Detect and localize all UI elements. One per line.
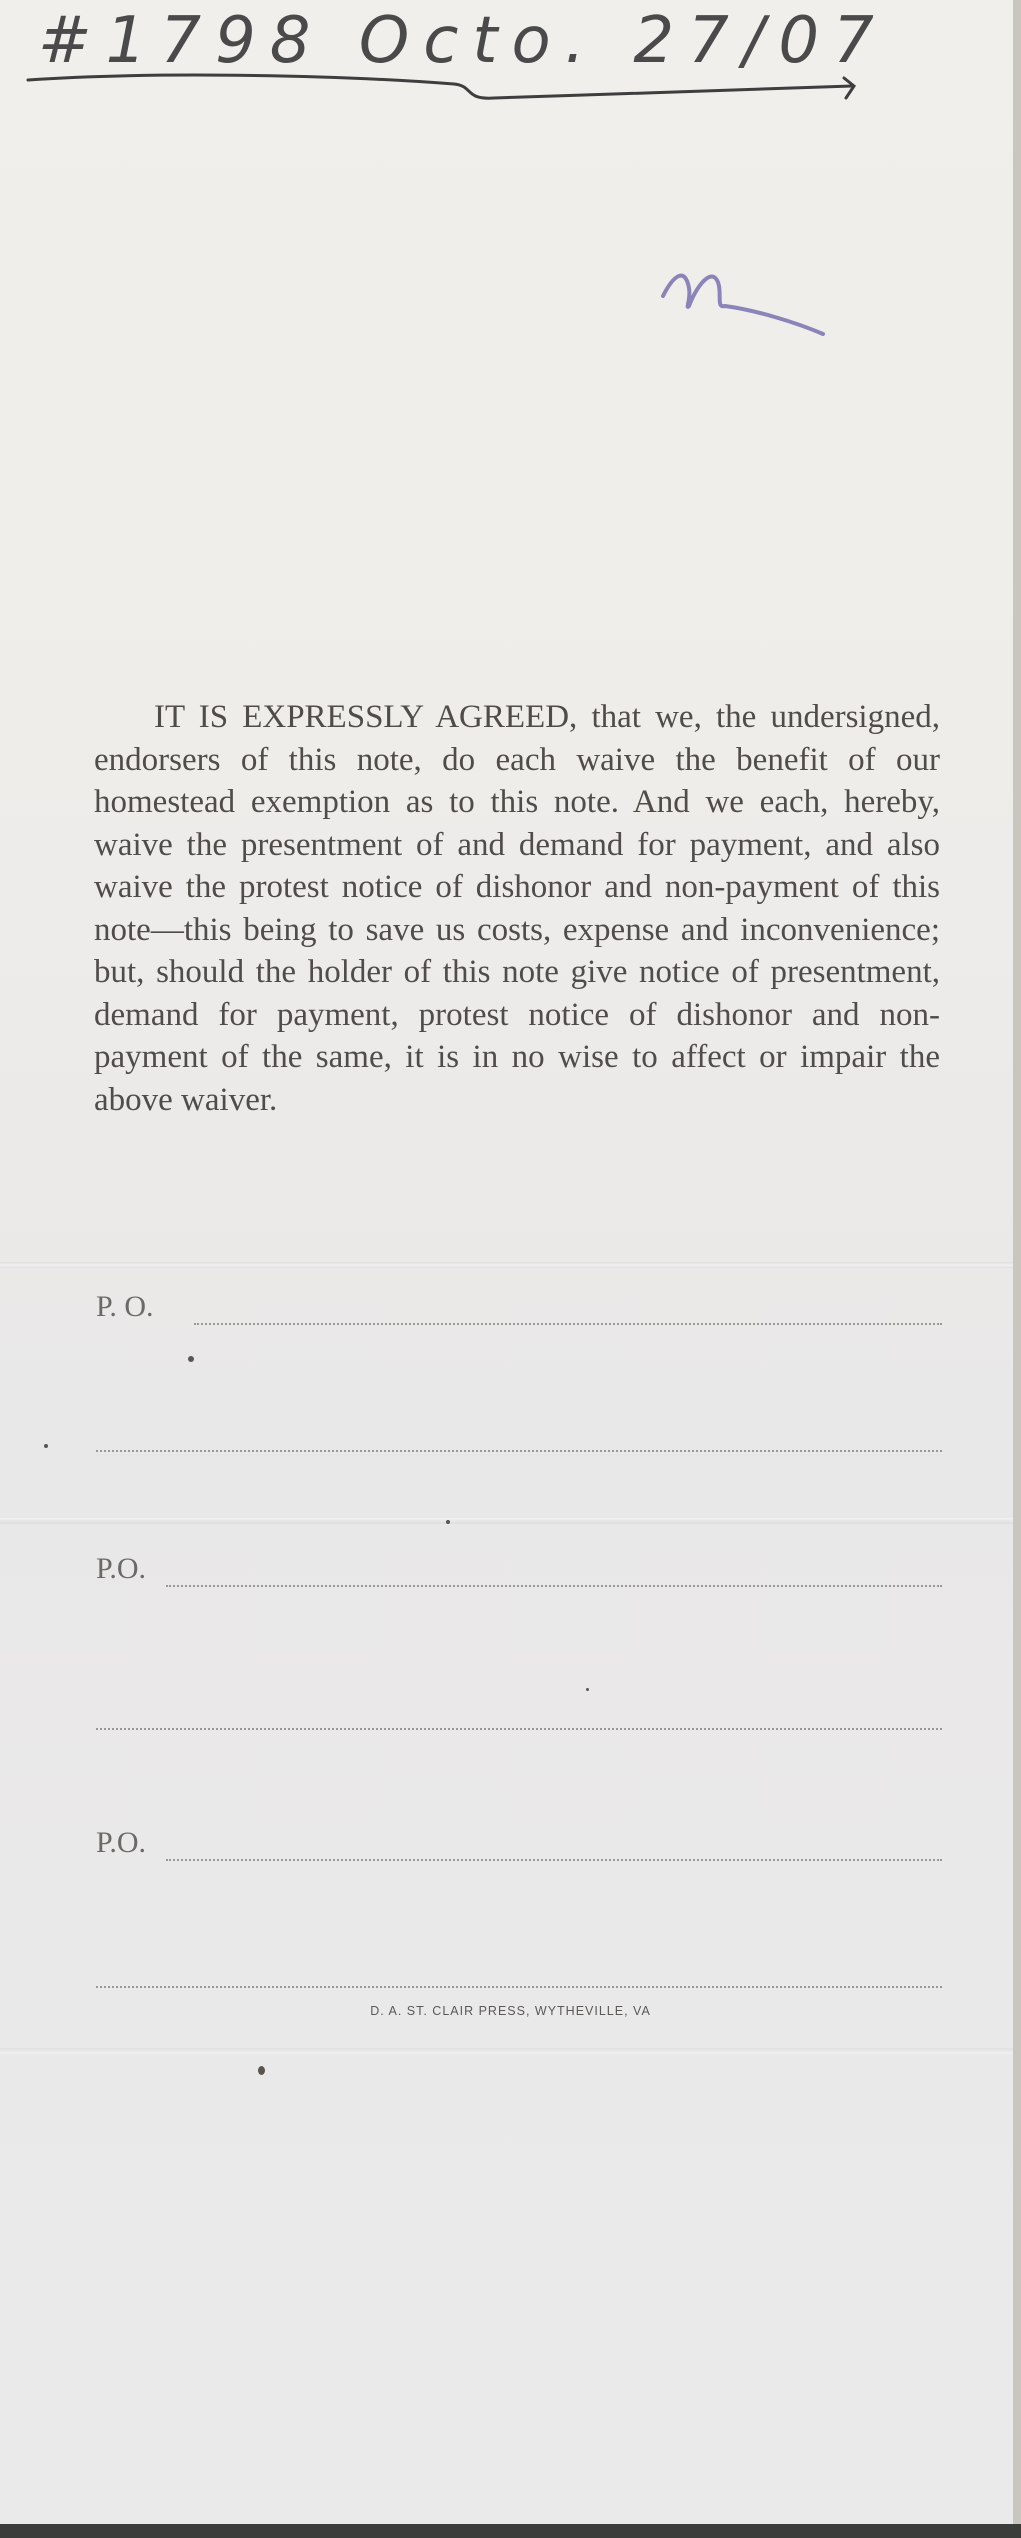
po-label: P. O. (96, 1290, 154, 1323)
handwritten-mark (655, 236, 835, 346)
signature-dotted-line (96, 1986, 942, 1988)
fold-crease (0, 2048, 1021, 2054)
po-label: P.O. (96, 1552, 147, 1585)
handwritten-header: #1798 Octo. 27/07 (38, 4, 888, 78)
po-dotted-line (166, 1585, 942, 1587)
printer-credit: D. A. ST. CLAIR PRESS, WYTHEVILLE, VA (370, 2004, 651, 2018)
po-label: P.O. (96, 1826, 147, 1859)
po-signature-line (96, 1826, 942, 1866)
paper-speck (446, 1520, 450, 1524)
signature-dotted-line (96, 1450, 942, 1452)
paper-speck (188, 1356, 194, 1362)
paper-speck (258, 2066, 265, 2075)
po-dotted-line (194, 1323, 942, 1325)
paper-edge (1013, 0, 1021, 2538)
scan-background (0, 2524, 1021, 2538)
po-dotted-line (166, 1859, 942, 1861)
fold-crease (0, 1518, 1021, 1524)
paper-speck (586, 1688, 589, 1691)
po-signature-line (96, 1552, 942, 1592)
paper-speck (44, 1444, 48, 1448)
waiver-paragraph: IT IS EXPRESSLY AGREED, that we, the undersigned, endorsers of this note, do each waive the benefit of our homestead exemption as to this note. And we each, hereby, waive the presentment of and demand for payment, and also waive the protest notice of dishonor and non-payment of this note—this being to save us costs, expense and inconvenience; but, should the holder of this note give notice of presentment, demand for payment, protest notice of dishonor and non-payment of the same, it is in no wise to affect or impair the above waiver. (94, 699, 940, 1118)
signature-dotted-line (96, 1728, 942, 1730)
fold-crease (0, 1262, 1021, 1268)
po-signature-line (96, 1290, 942, 1330)
handwritten-underline (24, 64, 864, 104)
